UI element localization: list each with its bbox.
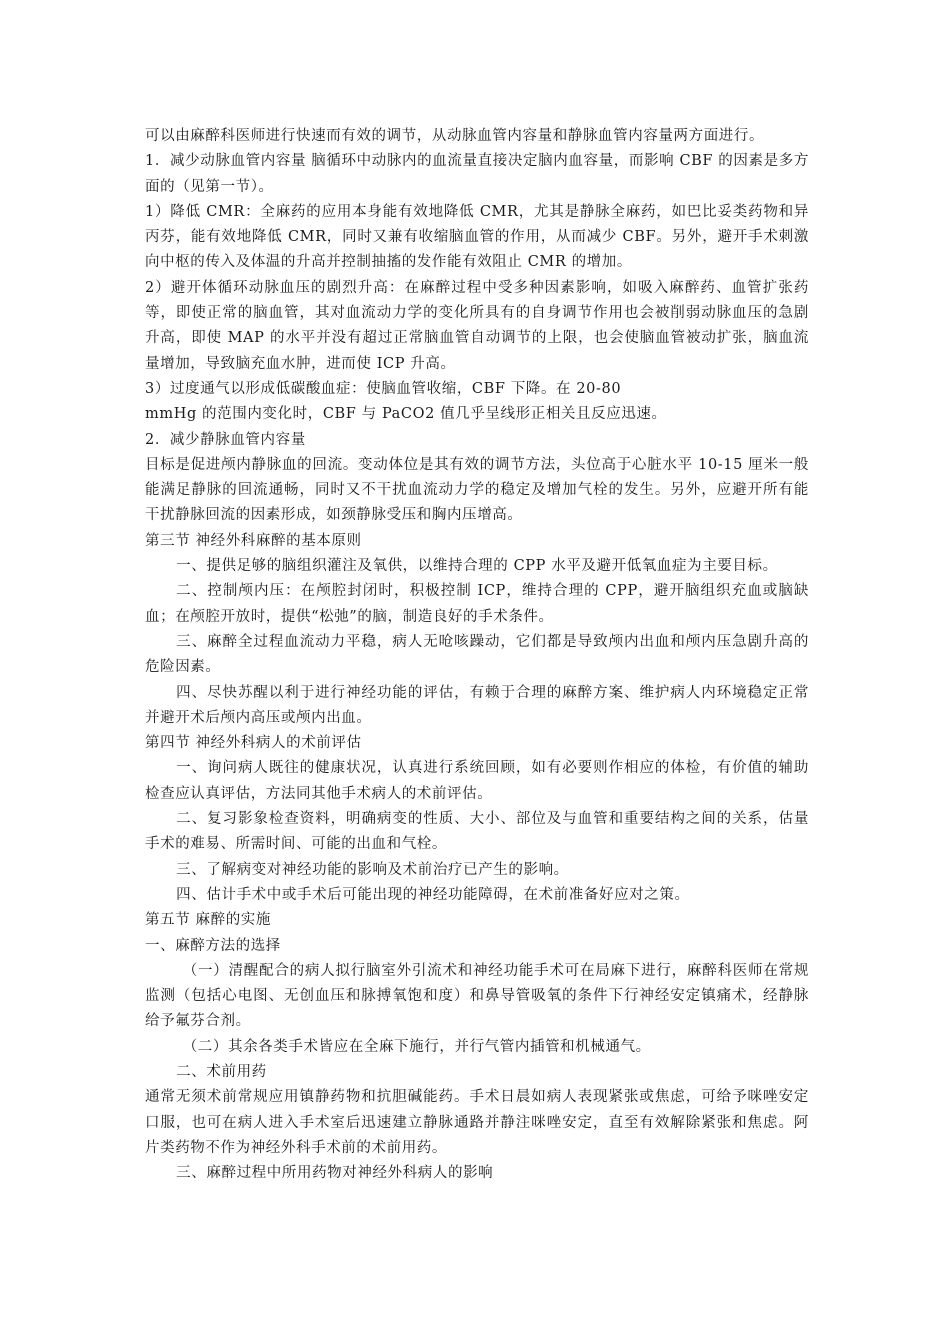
list-item: （二）其余各类手术皆应在全麻下施行，并行气管内插管和机械通气。 xyxy=(182,1038,651,1055)
list-item: （一）清醒配合的病人拟行脑室外引流术和神经功能手术可在局麻下进行，麻醉科医师在常规监测（包括心电图、无创血压和脉搏氧饱和度）和鼻导管吸氧的条件下行神经安定镇痛术，经静脉给予氟芬合剂。 xyxy=(145,962,809,1030)
subsection-heading: 三、麻醉过程中所用药物对神经外科病人的影响 xyxy=(176,1165,494,1182)
list-item: 1）降低 CMR：全麻药的应用本身能有效地降低 CMR，尤其是静脉全麻药，如巴比妥类药物和异丙芬，能有效地降低 CMR，同时又兼有收缩脑血管的作用，从而减少 CBF。另外，避开手术刺激向中枢的传入及体温的升高并控制抽搐的发作能有效阻止 CMR 的增加。 xyxy=(145,203,809,271)
section-heading-5: 第五节 麻醉的实施 xyxy=(145,912,272,929)
document-body xyxy=(145,124,809,1186)
section-heading-4: 第四节 神经外科病人的术前评估 xyxy=(145,735,362,752)
list-item: 二、控制颅内压：在颅腔封闭时，积极控制 ICP，维持合理的 CPP，避开脑组织充血或脑缺血；在颅腔开放时，提供“松弛”的脑，制造良好的手术条件。 xyxy=(145,583,809,625)
paragraph: mmHg 的范围内变化时，CBF 与 PaCO2 值几乎呈线形正相关且反应迅速。 xyxy=(145,406,667,423)
numbered-heading-arterial-volume: 1．减少动脉血管内容量 脑循环中动脉内的血流量直接决定脑内血容量，而影响 CBF 的因素是多方面的（见第一节）。 xyxy=(145,153,809,195)
list-item: 一、询问病人既往的健康状况，认真进行系统回顾，如有必要则作相应的体检，有价值的辅助检查应认真评估，方法同其他手术病人的术前评估。 xyxy=(145,760,809,802)
list-item: 四、尽快苏醒以利于进行神经功能的评估，有赖于合理的麻醉方案、维护病人内环境稳定正常并避开术后颅内高压或颅内出血。 xyxy=(145,684,809,726)
list-item: 2）避开体循环动脉血压的剧烈升高：在麻醉过程中受多种因素影响，如吸入麻醉药、血管扩张药等，即使正常的脑血管，其对血流动力学的变化所具有的自身调节作用也会被削弱动脉血压的急剧升高，即使 MAP 的水平并没有超过正常脑血管自动调节的上限，也会使脑血管被动扩张，脑血流量增加，导致脑充血水肿，进而使 ICP 升高。 xyxy=(145,279,809,372)
list-item: 三、了解病变对神经功能的影响及术前治疗已产生的影响。 xyxy=(176,861,569,878)
paragraph: 可以由麻醉科医师进行快速而有效的调节，从动脉血管内容量和静脉血管内容量两方面进行。 xyxy=(145,128,765,144)
section-heading-3: 第三节 神经外科麻醉的基本原则 xyxy=(145,532,362,549)
subsection-heading: 一、麻醉方法的选择 xyxy=(145,937,281,954)
subsection-heading: 二、术前用药 xyxy=(176,1063,267,1080)
paragraph: 目标是促进颅内静脉血的回流。变动体位是其有效的调节方法，头位高于心脏水平 10-15 厘米一般能满足静脉的回流通畅，同时又不干扰血流动力学的稳定及增加气栓的发生。另外，应避开所有能干扰静脉回流的因素形成，如颈静脉受压和胸内压增高。 xyxy=(145,456,809,524)
list-item: 一、提供足够的脑组织灌注及氧供，以维持合理的 CPP 水平及避开低氧血症为主要目标。 xyxy=(176,558,778,575)
paragraph: 通常无须术前常规应用镇静药物和抗胆碱能药。手术日晨如病人表现紧张或焦虑，可给予咪唑安定口服，也可在病人进入手术室后迅速建立静脉通路并静注咪唑安定，直至有效解除紧张和焦虑。阿片类药物不作为神经外科手术前的术前用药。 xyxy=(145,1089,809,1156)
list-item: 四、估计手术中或手术后可能出现的神经功能障碍，在术前准备好应对之策。 xyxy=(176,886,690,903)
list-item: 二、复习影象检查资料，明确病变的性质、大小、部位及与血管和重要结构之间的关系，估量手术的难易、所需时间、可能的出血和气栓。 xyxy=(145,811,809,853)
numbered-heading-venous-volume: 2．减少静脉血管内容量 xyxy=(145,431,306,448)
list-item: 三、麻醉全过程血流动力平稳，病人无呛咳躁动，它们都是导致颅内出血和颅内压急剧升高的危险因素。 xyxy=(145,633,809,676)
list-item: 3）过度通气以形成低碳酸血症：使脑血管收缩，CBF 下降。在 20-80 xyxy=(145,380,622,397)
